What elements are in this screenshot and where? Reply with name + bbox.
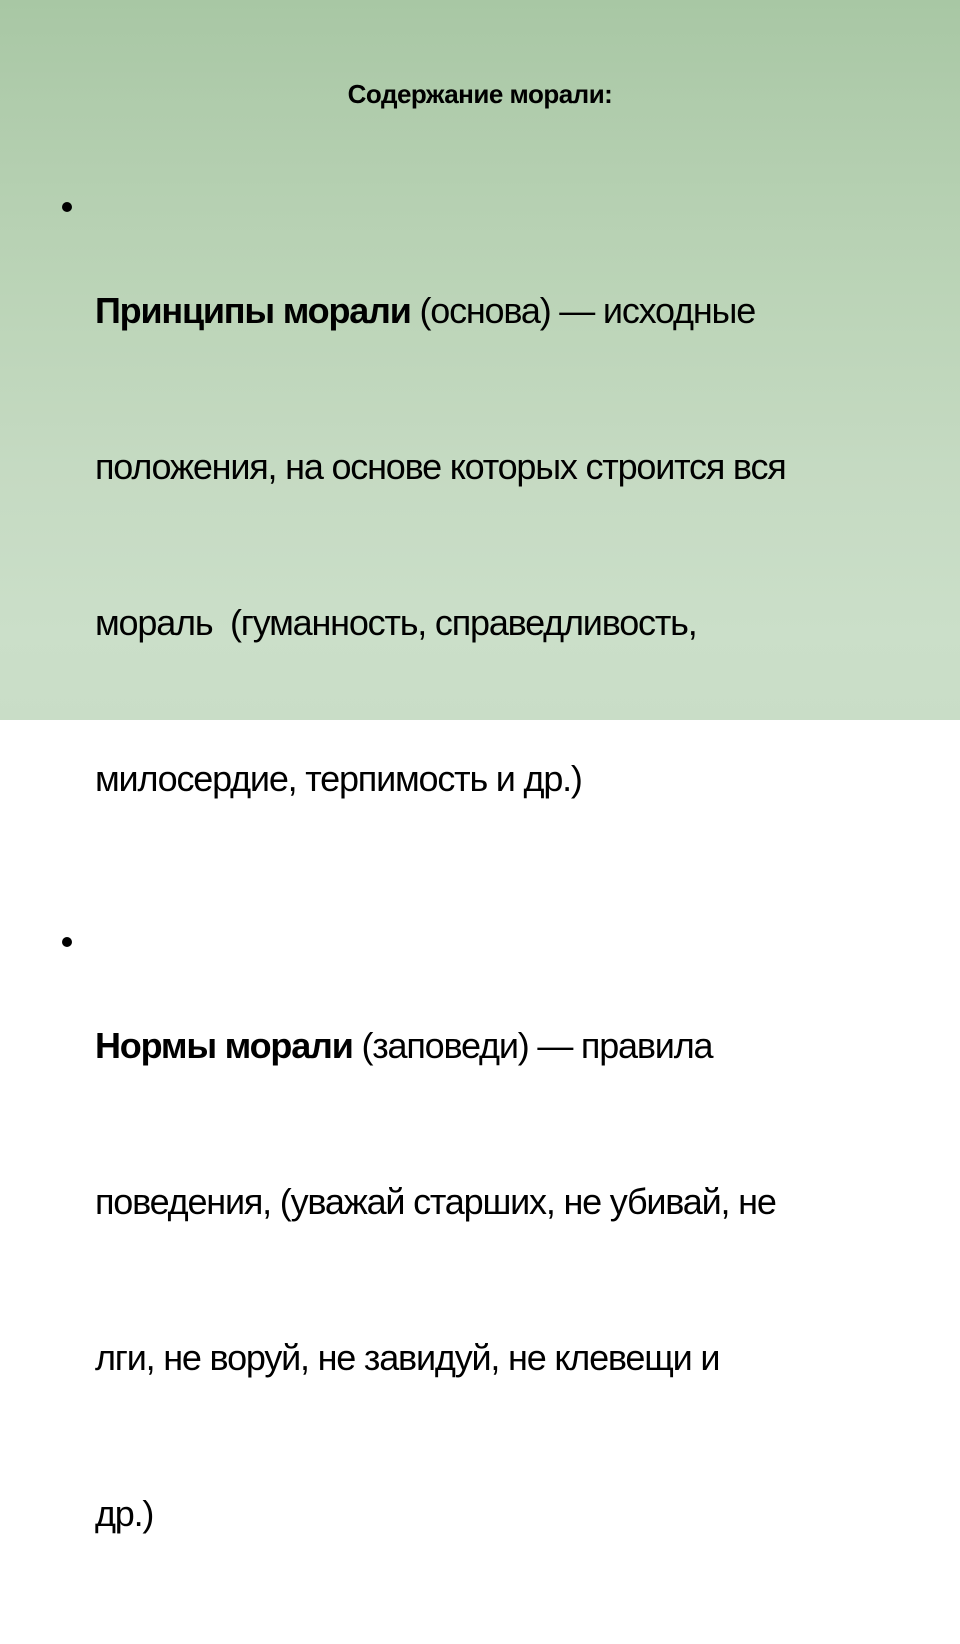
text-line xyxy=(95,285,786,337)
bullet-lead-bold: Нормы морали xyxy=(95,1025,353,1066)
list-item xyxy=(62,916,902,1644)
slide-body xyxy=(62,181,902,1644)
bullet-text xyxy=(95,916,776,1644)
text-line: лги, не воруй, не завидуй, не клевещи и xyxy=(95,1337,720,1378)
list-item xyxy=(62,181,902,909)
bullet-lead-bold: Принципы морали xyxy=(95,290,411,331)
bullet-icon xyxy=(62,202,72,212)
text-line: мораль (гуманность, справедливость, xyxy=(95,602,697,643)
text-line: милосердие, терпимость и др.) xyxy=(95,758,582,799)
bullet-text xyxy=(95,181,786,909)
bullet-icon xyxy=(62,937,72,947)
text-line: положения, на основе которых строится вся xyxy=(95,446,786,487)
text-line xyxy=(95,1020,776,1072)
text-line: др.) xyxy=(95,1493,154,1534)
text-line: поведения, (уважай старших, не убивай, не xyxy=(95,1181,776,1222)
bullet-lead-rest: (заповеди) — правила xyxy=(352,1025,713,1066)
slide-title: Содержание морали: xyxy=(347,79,613,109)
bullet-lead-rest: (основа) — исходные xyxy=(410,290,756,331)
